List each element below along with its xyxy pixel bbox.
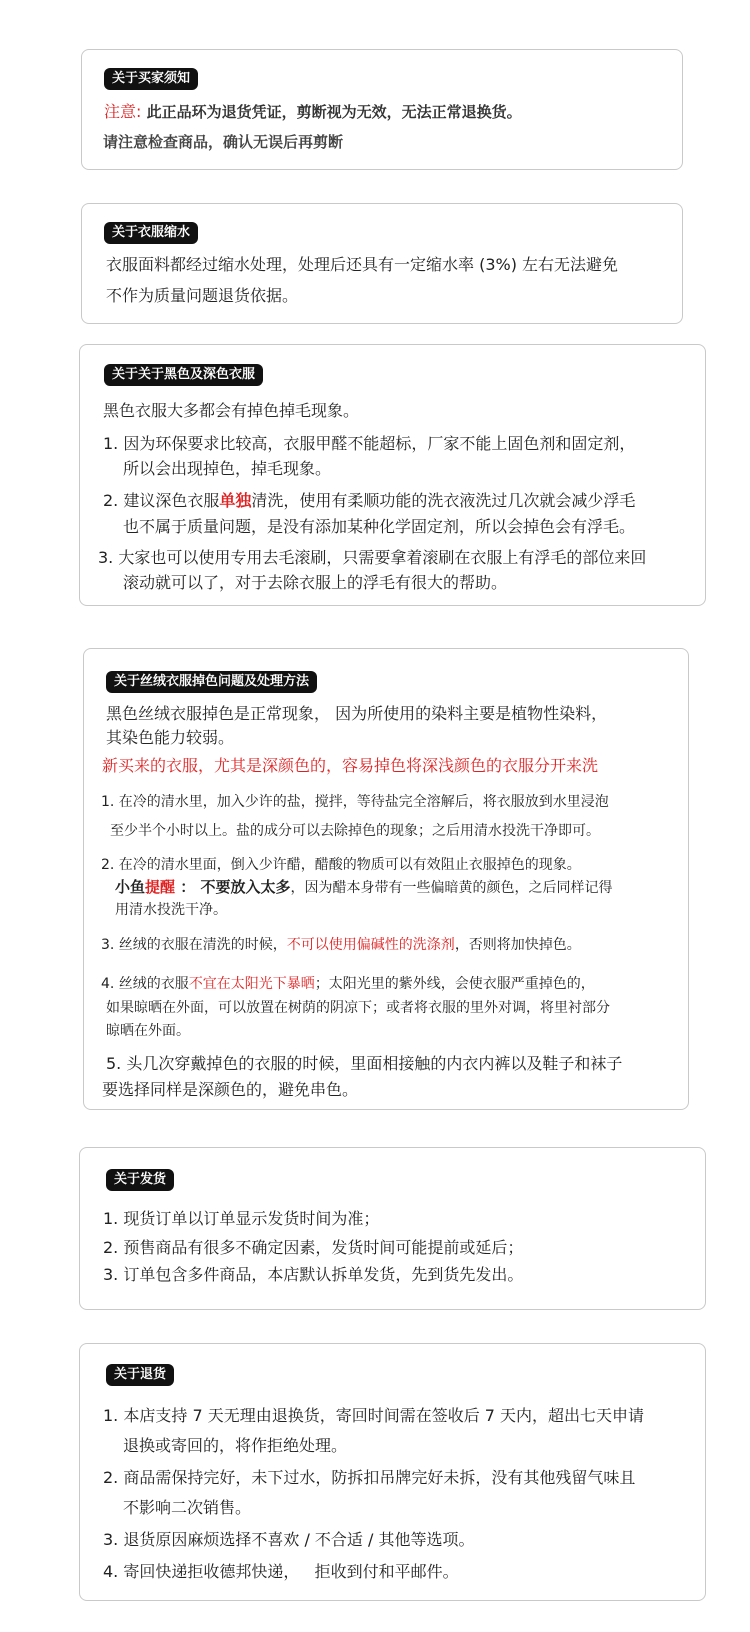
dark-item1-line2: 所以会出现掉色，掉毛现象。: [123, 459, 332, 478]
velvet-i2-bold2: ： 不要放入太多: [175, 878, 291, 896]
returns-i1-line1: 1. 本店支持 7 天无理由退换货，寄回时间需在签收后 7 天内，超出七天申请: [103, 1406, 645, 1425]
shipping-tag: 关于发货: [106, 1169, 174, 1191]
returns-i3: 3. 退货原因麻烦选择不喜欢 / 不合适 / 其他等选项。: [103, 1530, 475, 1549]
velvet-i1-line1: 1. 在冷的清水里，加入少许的盐，搅拌，等待盐完全溶解后，将衣服放到水里浸泡: [101, 794, 609, 810]
velvet-i2-line1: 2. 在冷的清水里面，倒入少许醋，醋酸的物质可以有效阻止衣服掉色的现象。: [101, 857, 581, 873]
shipping-item: 3. 订单包含多件商品，本店默认拆单发货，先到货先发出。: [103, 1265, 524, 1284]
velvet-i4-red: 不宜在太阳光下暴晒: [188, 976, 315, 992]
dark-item2-pre: 2. 建议深色衣服: [103, 491, 220, 510]
velvet-i4-pre: 4. 丝绒的衣服: [101, 976, 189, 992]
dark-item3-line2: 滚动就可以了，对于去除衣服上的浮毛有很大的帮助。: [123, 573, 508, 592]
dark-item2-post: 清洗，使用有柔顺功能的洗衣液洗过几次就会减少浮毛: [251, 491, 636, 510]
shipping-item: 2. 预售商品有很多不确定因素，发货时间可能提前或延后；: [103, 1238, 524, 1257]
shrink-line1: 衣服面料都经过缩水处理，处理后还具有一定缩水率 (3%) 左右无法避免: [106, 255, 619, 274]
returns-i4: 4. 寄回快递拒收德邦快递， 拒收到付和平邮件。: [103, 1562, 459, 1581]
velvet-i2-bold1: 小鱼: [115, 878, 146, 896]
velvet-warning: 新买来的衣服，尤其是深颜色的，容易掉色将深浅颜色的衣服分开来洗: [102, 756, 599, 775]
shrink-tag: 关于衣服缩水: [104, 222, 198, 244]
dark-clothes-tag: 关于关于黑色及深色衣服: [104, 364, 263, 386]
returns-i1-line2: 退换或寄回的，将作拒绝处理。: [123, 1436, 348, 1455]
velvet-i2-rest: ，因为醋本身带有一些偏暗黄的颜色，之后同样记得: [290, 880, 613, 896]
velvet-i4-line1: [101, 975, 595, 993]
note-text: 此正品环为退货凭证，剪断视为无效，无法正常退换货。: [141, 103, 522, 121]
velvet-i3-post: ，否则将加快掉色。: [454, 937, 581, 953]
dark-item2-red: 单独: [219, 491, 252, 510]
velvet-i3: [101, 936, 581, 954]
buyer-notice-line2: 请注意检查商品，确认无误后再剪断: [103, 133, 344, 151]
velvet-i2-line2: [115, 878, 612, 898]
shipping-item: 1. 现货订单以订单显示发货时间为准；: [103, 1209, 380, 1228]
note-label: 注意:: [104, 102, 142, 121]
dark-item3-line1: 3. 大家也可以使用专用去毛滚刷，只需要拿着滚刷在衣服上有浮毛的部位来回: [98, 548, 647, 567]
returns-i2-line2: 不影响二次销售。: [123, 1498, 252, 1517]
dark-item2-line1: [103, 491, 635, 512]
velvet-i3-red: 不可以使用偏碱性的洗涤剂: [286, 937, 455, 953]
velvet-i5-line1: 5. 头几次穿戴掉色的衣服的时候，里面相接触的内衣内裤以及鞋子和袜子: [106, 1054, 623, 1073]
returns-i2-line1: 2. 商品需保持完好，未下过水，防拆扣吊牌完好未拆，没有其他残留气味且: [103, 1468, 636, 1487]
velvet-i4-line2: 如果晾晒在外面，可以放置在树荫的阴凉下；或者将衣服的里外对调，将里衬部分: [106, 1000, 610, 1016]
velvet-intro1: 黑色丝绒衣服掉色是正常现象， 因为所使用的染料主要是植物性染料，: [106, 704, 608, 723]
dark-item1-line1: 1. 因为环保要求比较高，衣服甲醛不能超标，厂家不能上固色剂和固定剂，: [103, 434, 636, 453]
velvet-i3-pre: 3. 丝绒的衣服在清洗的时候，: [101, 937, 287, 953]
velvet-i5-line2: 要选择同样是深颜色的，避免串色。: [102, 1080, 359, 1099]
velvet-i2-red: 提醒: [145, 878, 176, 896]
buyer-notice-warning: [104, 102, 522, 123]
shrink-line2: 不作为质量问题退货依据。: [106, 286, 299, 305]
velvet-i4-line3: 晾晒在外面。: [106, 1023, 190, 1039]
velvet-tag: 关于丝绒衣服掉色问题及处理方法: [106, 671, 317, 693]
buyer-notice-tag: 关于买家须知: [104, 68, 198, 90]
velvet-i1-line2: 至少半个小时以上。盐的成分可以去除掉色的现象；之后用清水投洗干净即可。: [110, 823, 600, 839]
velvet-i2-line3: 用清水投洗干净。: [115, 902, 227, 918]
velvet-i4-post: ；太阳光里的紫外线，会使衣服严重掉色的，: [314, 976, 595, 992]
dark-item2-line2: 也不属于质量问题，是没有添加某种化学固定剂，所以会掉色会有浮毛。: [123, 517, 636, 536]
dark-clothes-intro: 黑色衣服大多都会有掉色掉毛现象。: [103, 401, 360, 420]
velvet-intro2: 其染色能力较弱。: [106, 728, 235, 747]
returns-tag: 关于退货: [106, 1364, 174, 1386]
